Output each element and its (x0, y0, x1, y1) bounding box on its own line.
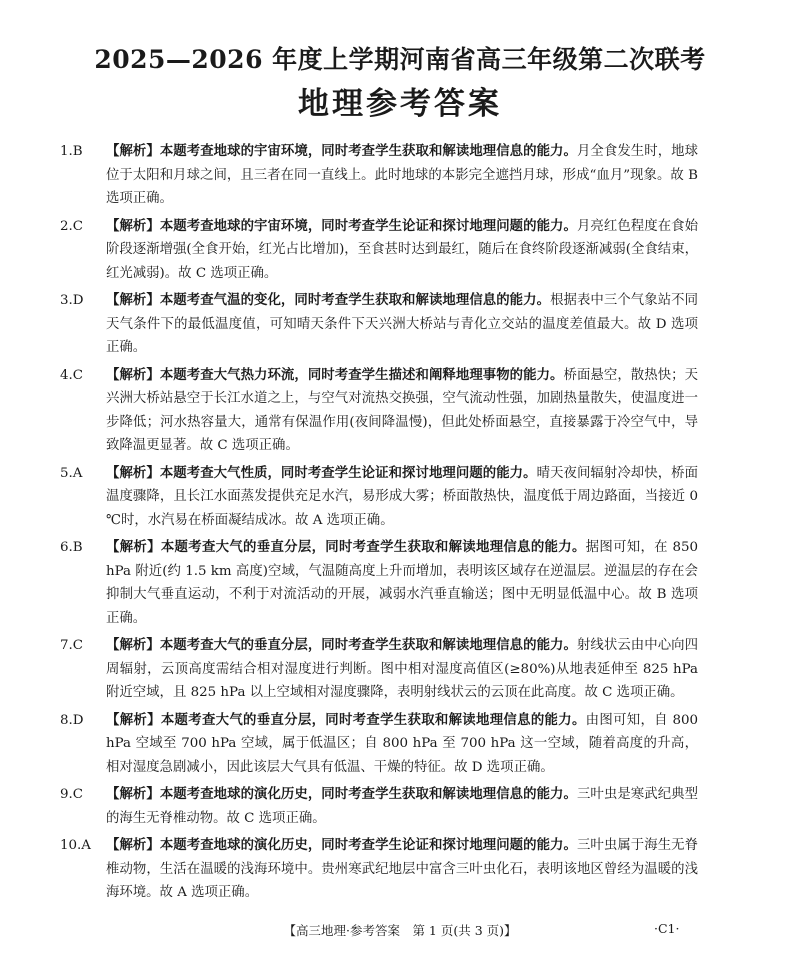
analysis-tag: 【解析】 (106, 143, 160, 159)
page-title: 地理参考答案 (298, 86, 502, 122)
analysis-tag: 【解析】 (106, 837, 160, 853)
analysis-detail: 晴天夜间辐射冷却快，桥面温度骤降，且长江水面蒸发提供充足水汽，易形成大雾；桥面散热快，温度低于周边路面，当接近 0 ℃时，水汽易在桥面凝结成冰。故 A 选项正确。 (106, 465, 699, 528)
answer-number: 4.C (60, 367, 84, 383)
answer-number: 3.D (60, 293, 84, 308)
footer-code: ·C1· (654, 921, 680, 936)
analysis-tag: 【解析】 (106, 292, 160, 308)
analysis-summary: 本题考查大气的垂直分层，同时考查学生获取和解读地理信息的能力。 (160, 711, 586, 728)
answer-item (60, 364, 699, 458)
analysis-tag: 【解析】 (106, 366, 160, 383)
analysis-detail: 据图可知，在 850 hPa 附近(约 1.5 km 高度)空域，气温随高度上升而增加，表明该区域存在逆温层。逆温层的存在会抑制大气垂直运动，不利于对流活动的开展，减弱水汽垂直输送；图中无明显低温中心。故 B 选项正确。 (106, 540, 699, 626)
answer-item (60, 140, 699, 211)
analysis-tag: 【解析】 (106, 711, 161, 728)
answer-item (60, 289, 699, 360)
answer-item (60, 462, 699, 533)
footer-page-info: 【高三地理·参考答案 第 1 页(共 3 页)】 (283, 923, 517, 938)
answer-number: 6.B (60, 540, 83, 555)
analysis-summary: 本题考查地球的宇宙环境，同时考查学生获取和解读地理信息的能力。 (159, 143, 577, 159)
answer-number: 9.C (60, 787, 84, 802)
answer-number: 5.A (60, 465, 83, 481)
analysis-detail: 三叶虫是寒武纪典型的海生无脊椎动物。故 C 选项正确。 (106, 787, 699, 826)
analysis-detail: 月亮红色程度在食始阶段逐渐增强(全食开始，红光占比增加)，至食甚时达到最红，随后在食终阶段逐渐减弱(全食结束，红光减弱)。故 C 选项正确。 (106, 218, 699, 281)
analysis-summary: 本题考查地球的演化历史，同时考查学生论证和探讨地理问题的能力。 (159, 837, 577, 853)
analysis-detail: 射线状云由中心向四周辐射，云顶高度需结合相对湿度进行判断。图中相对湿度高值区(≥80%)从地表延伸至 825 hPa 附近空域，且 825 hPa 以上空域相对湿度骤降，表明射线状云的云顶在此高度。故 C 选项正确。 (106, 638, 699, 700)
analysis-detail: 三叶虫属于海生无脊椎动物，生活在温暖的浅海环境中。贵州寒武纪地层中富含三叶虫化石，表明该地区曾经为温暖的浅海环境。故 A 选项正确。 (106, 838, 699, 900)
answer-item (60, 536, 699, 630)
analysis-tag: 【解析】 (106, 786, 160, 802)
answer-number: 7.C (60, 638, 84, 653)
analysis-summary: 本题考查地球的演化历史，同时考查学生获取和解读地理信息的能力。 (159, 786, 577, 802)
analysis-summary: 本题考查大气的垂直分层，同时考查学生获取和解读地理信息的能力。 (159, 637, 577, 653)
exam-title: 2025—2026 年度上学期河南省高三年级第二次联考 (94, 45, 706, 74)
analysis-tag: 【解析】 (106, 217, 160, 234)
analysis-detail: 月全食发生时，地球位于太阳和月球之间，且三者在同一直线上。此时地球的本影完全遮挡月球，形成“血月”现象。故 B 选项正确。 (106, 144, 699, 206)
answer-item (60, 215, 699, 286)
answer-item (60, 783, 699, 830)
analysis-detail: 桥面悬空，散热快；天兴洲大桥站悬空于长江水道之上，与空气对流热交换强，空气流动性强，加剧热量散失，使温度进一步降低；河水热容量大，通常有保温作用(夜间降温慢)，但此处桥面悬空，直接暴露于冷空气中，导致降温更显著。故 C 选项正确。 (106, 367, 699, 453)
analysis-detail: 由图可知，自 800 hPa 空域至 700 hPa 空域，属于低温区；自 800 hPa 至 700 hPa 这一空域，随着高度的升高，相对湿度急剧减小，因此该层大气具有低温、干燥的特征。故 D 选项正确。 (106, 712, 699, 775)
analysis-tag: 【解析】 (106, 539, 161, 555)
analysis-tag: 【解析】 (106, 637, 160, 653)
answer-item (60, 634, 699, 705)
answer-number: 8.D (60, 712, 84, 728)
answer-number: 2.C (60, 218, 84, 234)
analysis-summary: 本题考查大气的垂直分层，同时考查学生获取和解读地理信息的能力。 (160, 539, 586, 555)
answer-item (60, 709, 699, 780)
answer-list (60, 140, 699, 909)
analysis-tag: 【解析】 (106, 464, 160, 481)
analysis-summary: 本题考查地球的宇宙环境，同时考查学生论证和探讨地理问题的能力。 (159, 217, 577, 234)
answer-item (60, 834, 699, 905)
answer-number: 10.A (60, 838, 91, 853)
analysis-detail: 根据表中三个气象站不同天气条件下的最低温度值，可知晴天条件下天兴洲大桥站与青化立交站的温度差值最大。故 D 选项正确。 (106, 293, 699, 355)
answer-number: 1.B (60, 144, 83, 159)
analysis-summary: 本题考查气温的变化，同时考查学生获取和解读地理信息的能力。 (159, 292, 551, 308)
analysis-summary: 本题考查大气性质，同时考查学生论证和探讨地理问题的能力。 (159, 464, 537, 481)
analysis-summary: 本题考查大气热力环流，同时考查学生描述和阐释地理事物的能力。 (159, 366, 564, 383)
